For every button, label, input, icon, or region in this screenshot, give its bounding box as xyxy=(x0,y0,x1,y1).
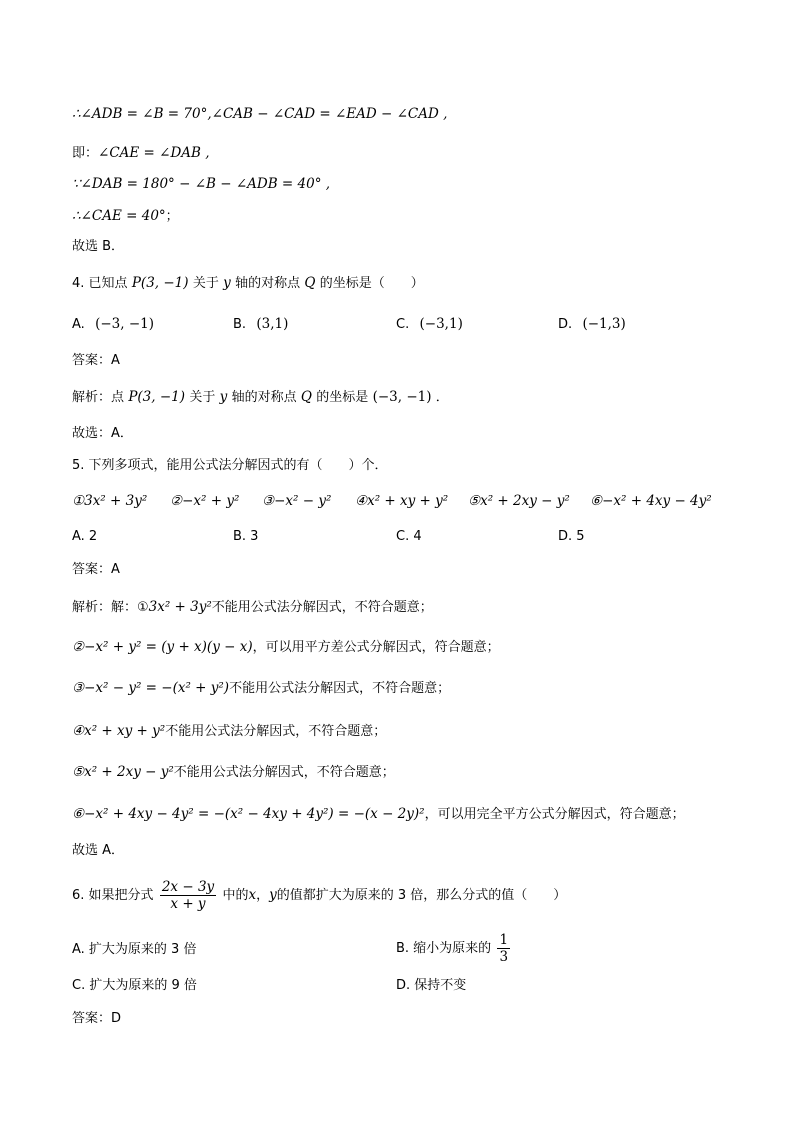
q6-option-d: D. 保持不变 xyxy=(396,978,467,993)
q4-option-a-value: (−3, −1) xyxy=(95,316,155,332)
q5-analysis-6-math: ⑥−x² + 4xy − 4y² = −(x² − 4xy + 4y²) = −(x − 2y)² xyxy=(72,806,425,822)
solution-line-4 xyxy=(72,205,179,228)
q5-analysis-2 xyxy=(72,636,500,659)
q4-stem-b: 关于 xyxy=(192,276,219,291)
q4-option-b-label: B. xyxy=(233,317,247,332)
q5-stem: 5. 下列多项式，能用公式法分解因式的有（ ）个． xyxy=(72,458,388,473)
q6-y: y xyxy=(269,887,277,903)
q6-option-a: A. 扩大为原来的 3 倍 xyxy=(72,942,197,957)
q6-option-c: C. 扩大为原来的 9 倍 xyxy=(72,978,197,993)
q4-option-d-value: (−1,3) xyxy=(582,316,626,332)
q5-analysis-3 xyxy=(72,677,450,700)
q4-option-d-label: D. xyxy=(558,317,573,332)
q4-point: P(3, −1) xyxy=(131,275,189,291)
q6-option-b-text: B. 缩小为原来的 xyxy=(396,941,492,956)
q5-option-b: B. 3 xyxy=(233,529,259,544)
q4-stem-a: 4. 已知点 xyxy=(72,276,128,291)
q6-fraction-denominator: x + y xyxy=(170,896,206,912)
q5-analysis-3-math: ③−x² − y² = −(x² + y²) xyxy=(72,680,230,696)
q5-option-a: A. 2 xyxy=(72,529,98,544)
q4-stem-c: 轴的对称点 xyxy=(235,276,301,291)
q5-option-c: C. 4 xyxy=(396,529,422,544)
q4-stem-d: 的坐标是（ ） xyxy=(319,276,424,291)
q5-analysis-4 xyxy=(72,720,386,743)
q5-analysis-3-text: 不能用公式法分解因式，不符合题意； xyxy=(229,681,451,696)
q5-analysis-2-text: ，可以用平方差公式分解因式，符合题意； xyxy=(252,640,500,655)
q6-answer: 答案：D xyxy=(72,1011,122,1026)
q6-stem xyxy=(72,877,566,914)
q5-analysis-6 xyxy=(72,803,685,826)
q5-item-4: ④x² + xy + y² xyxy=(355,493,449,509)
q4-answer: 答案：A xyxy=(72,353,120,368)
solution-line-1: ∴∠ADB = ∠B = 70°,∠CAB − ∠CAD = ∠EAD − ∠CAD , xyxy=(72,106,448,122)
q6-stem-a: 6. 如果把分式 xyxy=(72,888,154,903)
q5-analysis-1-math: 3x² + 3y² xyxy=(148,599,212,615)
solution-line-2 xyxy=(72,142,210,165)
solution-line-2-prefix: 即： xyxy=(72,146,99,161)
q4-option-c-value: (−3,1) xyxy=(419,316,463,332)
q5-analysis-5-text: 不能用公式法分解因式，不符合题意； xyxy=(173,765,395,780)
q4-option-b xyxy=(233,313,288,336)
q6-option-b xyxy=(396,930,512,967)
q5-analysis-1-text: 不能用公式法分解因式，不符合题意； xyxy=(211,600,433,615)
q4-option-a xyxy=(72,313,154,336)
q5-analysis-5 xyxy=(72,761,395,784)
q5-choose: 故选 A． xyxy=(72,843,125,858)
q4-option-a-label: A. xyxy=(72,317,85,332)
q6-fraction-numerator: 2x − 3y xyxy=(161,879,215,895)
q6-stem-c: ， xyxy=(256,888,270,903)
q5-analysis-4-text: 不能用公式法分解因式，不符合题意； xyxy=(165,724,387,739)
q5-item-6: ⑥−x² + 4xy − 4y² xyxy=(590,493,712,509)
q4-analysis-d: 的坐标是 xyxy=(316,390,369,405)
q5-analysis-2-math: ②−x² + y² = (y + x)(y − x) xyxy=(72,639,253,655)
q6-x: x xyxy=(248,887,257,903)
q6-stem-b: 中的 xyxy=(222,888,249,903)
solution-line-4-suffix: ； xyxy=(165,209,179,224)
solution-line-3: ∵∠DAB = 180° − ∠B − ∠ADB = 40° , xyxy=(72,176,331,192)
q4-analysis-q: Q xyxy=(300,389,312,405)
q5-analysis-1-prefix: 解析：解：① xyxy=(72,600,149,615)
q6-option-b-denominator: 3 xyxy=(499,949,509,965)
q4-y: y xyxy=(223,275,231,291)
q4-choose: 故选：A． xyxy=(72,426,133,441)
q4-analysis-a: 解析：点 xyxy=(72,390,125,405)
solution-line-2-math: ∠CAE = ∠DAB , xyxy=(98,145,210,161)
q4-analysis-point: P(3, −1) xyxy=(128,389,186,405)
q4-analysis xyxy=(72,386,449,409)
q4-stem xyxy=(72,272,424,295)
q6-option-b-numerator: 1 xyxy=(499,932,509,948)
q5-item-3: ③−x² − y² xyxy=(262,493,332,509)
q4-option-c xyxy=(396,313,463,336)
q5-option-d: D. 5 xyxy=(558,529,585,544)
q4-option-c-label: C. xyxy=(396,317,410,332)
q5-analysis-6-text: ，可以用完全平方公式分解因式，符合题意； xyxy=(424,807,685,822)
q4-analysis-c: 轴的对称点 xyxy=(231,390,297,405)
q5-item-2: ②−x² + y² xyxy=(170,493,240,509)
q4-analysis-b: 关于 xyxy=(189,390,216,405)
q4-analysis-end: ． xyxy=(435,390,449,405)
q5-item-1: ①3x² + 3y² xyxy=(72,493,148,509)
q6-stem-d: 的值都扩大为原来的 3 倍，那么分式的值（ ） xyxy=(276,888,567,903)
q4-option-b-value: (3,1) xyxy=(256,316,289,332)
q4-option-d xyxy=(558,313,626,336)
q5-analysis-4-math: ④x² + xy + y² xyxy=(72,723,166,739)
solution-conclusion: 故选 B． xyxy=(72,239,125,254)
q4-analysis-y: y xyxy=(219,389,228,405)
q5-analysis-5-math: ⑤x² + 2xy − y² xyxy=(72,764,174,780)
q5-analysis-1 xyxy=(72,596,433,619)
q4-q: Q xyxy=(304,275,316,291)
q6-option-b-fraction xyxy=(497,932,510,965)
q6-fraction xyxy=(160,879,216,912)
q4-analysis-result: (−3, −1) xyxy=(372,389,432,405)
solution-line-4-math: ∴∠CAE = 40° xyxy=(72,208,166,224)
q5-answer: 答案：A xyxy=(72,562,120,577)
q5-item-5: ⑤x² + 2xy − y² xyxy=(468,493,570,509)
